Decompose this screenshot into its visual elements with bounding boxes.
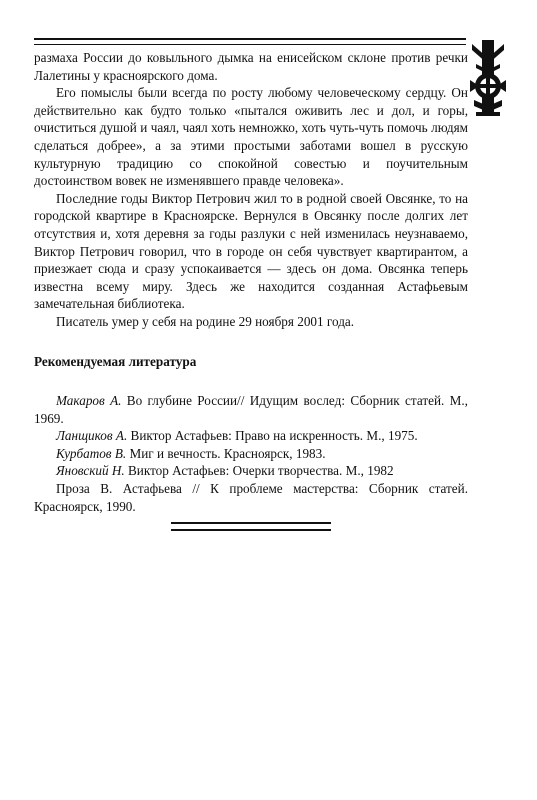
bibliography-title: Миг и вечность. Красноярск, 1983. (126, 445, 326, 461)
bibliography-entry (34, 427, 468, 445)
decorative-ornament-icon (468, 40, 508, 116)
literature-heading: Рекомендуемая литература (34, 353, 197, 369)
bibliography-title: Виктор Астафьев: Право на искренность. М., 1975. (127, 428, 418, 444)
header-rule (34, 38, 466, 45)
bibliography-entry (34, 462, 468, 480)
bibliography-title: Виктор Астафьев: Очерки творчества. М., 1982 (124, 463, 394, 479)
bibliography-author: Яновский Н. (56, 463, 125, 479)
page-text (34, 49, 468, 515)
paragraph: Писатель умер у себя на родине 29 ноября 2001 года. (56, 313, 355, 329)
bibliography-entry (34, 392, 468, 427)
bibliography-author: Ланщиков А. (56, 428, 128, 444)
paragraph: Его помыслы были всегда по росту любому человеческому сердцу. Он действительно как будто только «пытался оживить лес и дол, и горы, очиститься душой и чаял, чаял хоть немножко, хоть чуть-чуть помочь людям сделаться добрее», а за этими простыми заботами вошел в русскую культурную традицию со спокойной совестью и поучительным достоинством вовек не изменявшего правде человека». (34, 85, 468, 189)
bibliography-author: Курбатов В. (56, 445, 127, 461)
bibliography-title: Проза В. Астафьева // К проблеме мастерства: Сборник статей. Красноярск, 1990. (34, 481, 468, 514)
section-end-rule (171, 522, 331, 531)
bibliography-title: Во глубине России// Идущим вослед: Сборник статей. М., 1969. (34, 393, 468, 426)
paragraph: Последние годы Виктор Петрович жил то в родной своей Овсянке, то на городской квартире в Красноярске. Вернулся в Овсянку после долгих лет отсутствия и, хотя деревня за годы разлуки с ней изменилась неузнаваемо, Виктор Петрович говорил, что в городе он себя чувствует квартирантом, а приезжает сюда и сразу успокаивается — здесь он дома. Овсянка теперь известна всему миру. Здесь же находится созданная Астафьевым замечательная библиотека. (34, 190, 468, 312)
bibliography-entry (34, 445, 468, 463)
bibliography-author: Макаров А. (56, 393, 122, 409)
paragraph: размаха России до ковыльного дымка на енисейском склоне против речки Лалетины у красноярского дома. (34, 50, 468, 83)
bibliography-entry (34, 480, 468, 515)
